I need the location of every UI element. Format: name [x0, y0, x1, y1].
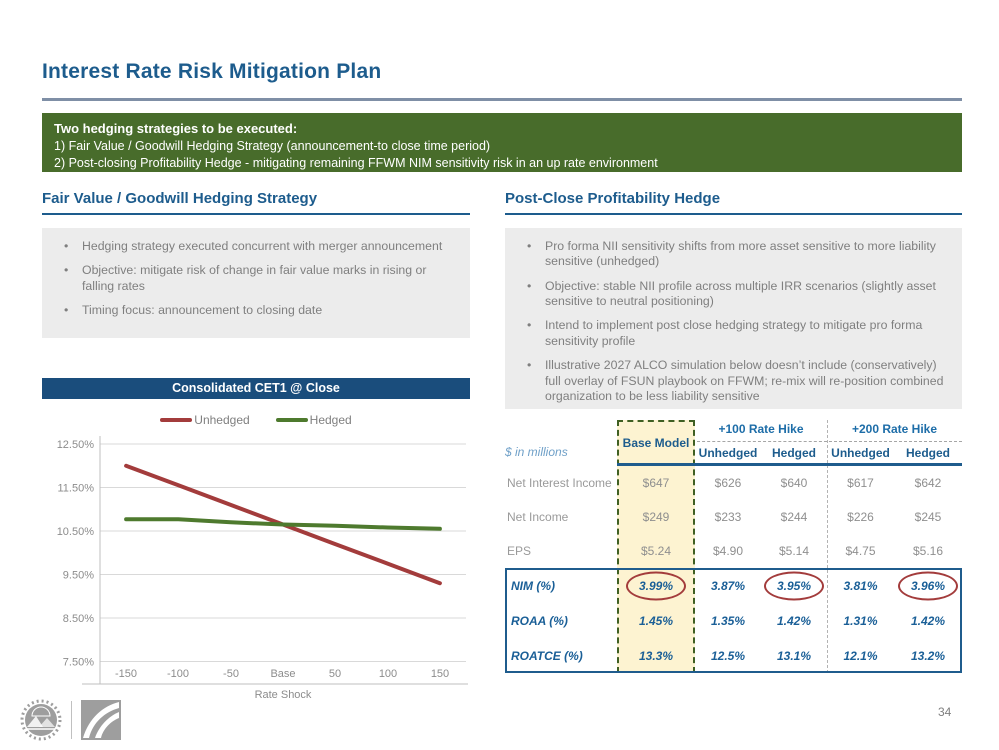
table-row: ROATCE (%) 13.3% 12.5% 13.1% 12.1% 13.2%	[511, 648, 946, 663]
svg-text:-150: -150	[114, 668, 138, 680]
table-row: NIM (%) 3.99% 3.87% 3.95% 3.81% 3.96%	[505, 568, 962, 603]
table-row: ROAA (%) 1.45% 1.35% 1.42% 1.31% 1.42%	[511, 613, 946, 628]
bullet-item: • Pro forma NII sensitivity shifts from more asset sensitive to more liability sensitive (unhedged)	[515, 239, 948, 270]
subheader-unhedged-100: Unhedged	[698, 446, 758, 460]
chart-title-bar: Consolidated CET1 @ Close	[42, 378, 470, 399]
svg-text:Base: Base	[270, 668, 296, 680]
subheader-unhedged-200: Unhedged	[831, 446, 890, 460]
right-bullet-list	[515, 239, 948, 404]
bullet-item: • Illustrative 2027 ALCO simulation below doesn’t include (conservatively) full overlay of FSUN playbook on FFWM; re-mix will re-position combined organization to be less liability sensitive	[515, 358, 948, 404]
legend-item-hedged	[276, 413, 352, 427]
svg-text:50: 50	[328, 668, 342, 680]
legend-label: Hedged	[309, 413, 352, 427]
svg-text:-50: -50	[223, 668, 239, 680]
svg-text:10.50%: 10.50%	[56, 526, 94, 538]
svg-text:100: 100	[378, 668, 398, 680]
page-title: Interest Rate Risk Mitigation Plan	[42, 60, 382, 83]
left-bullet-list	[52, 239, 456, 318]
svg-text:150: 150	[430, 668, 450, 680]
hedged-line-swatch	[276, 418, 308, 422]
group-underline-dashed	[829, 441, 962, 442]
right-bullet-box	[505, 228, 962, 409]
right-section-title: Post-Close Profitability Hedge	[505, 190, 962, 215]
x-axis-label: Rate Shock	[254, 689, 312, 701]
svg-text:8.50%: 8.50%	[62, 613, 94, 625]
table-row: Net Income $249 $233 $244 $226 $245	[507, 510, 942, 524]
x-axis-ticks	[115, 668, 449, 680]
sun-seal-logo	[20, 699, 62, 741]
strategy-banner	[42, 113, 962, 172]
page-number: 34	[938, 705, 952, 719]
svg-text:11.50%: 11.50%	[57, 482, 94, 495]
svg-text:12.50%: 12.50%	[56, 439, 94, 451]
group-header-200: +200 Rate Hike	[851, 422, 938, 436]
legend-label: Unhedged	[194, 413, 250, 427]
footer-logos	[20, 699, 121, 741]
chart-series-lines	[126, 466, 440, 583]
y-axis-ticks	[57, 439, 95, 669]
subheader-hedged-100: Hedged	[771, 446, 816, 460]
bullet-item: • Objective: mitigate risk of change in fair value marks in rising or falling rates	[52, 263, 456, 294]
subheader-hedged-200: Hedged	[905, 446, 950, 460]
table-row: EPS $5.24 $4.90 $5.14 $4.75 $5.16	[507, 544, 944, 558]
swoosh-square-logo	[81, 700, 121, 740]
units-label: $ in millions	[505, 445, 568, 459]
chart-legend	[42, 413, 470, 427]
unhedged-line-swatch	[160, 418, 192, 422]
table-row: Net Interest Income $647 $626 $640 $617 $642	[507, 476, 942, 490]
legend-item-unhedged	[160, 413, 249, 427]
title-divider	[42, 98, 962, 101]
left-section-title: Fair Value / Goodwill Hedging Strategy	[42, 190, 470, 215]
svg-text:9.50%: 9.50%	[62, 569, 94, 582]
base-model-header: Base Model	[622, 436, 690, 450]
bullet-item: • Hedging strategy executed concurrent with merger announcement	[52, 239, 456, 254]
sensitivity-table	[505, 420, 962, 673]
banner-heading: Two hedging strategies to be executed:	[54, 121, 298, 136]
banner-line: 2) Post-closing Profitability Hedge - mitigating remaining FFWM NIM sensitivity risk in an up rate environment	[54, 155, 658, 170]
bullet-item: • Objective: stable NII profile across multiple IRR scenarios (slightly asset sensitive to neutral positioning)	[515, 279, 948, 310]
logo-divider	[71, 701, 72, 739]
cet1-line-chart	[42, 434, 470, 706]
table-header	[505, 420, 962, 466]
svg-text:-100: -100	[166, 668, 190, 680]
banner-line: 1) Fair Value / Goodwill Hedging Strategy (announcement-to close time period)	[54, 138, 491, 153]
svg-text:7.50%: 7.50%	[62, 656, 94, 669]
group-underline-dashed	[697, 441, 827, 442]
group-header-100: +100 Rate Hike	[718, 422, 804, 436]
bullet-item: • Intend to implement post close hedging strategy to mitigate pro forma sensitivity profile	[515, 318, 948, 349]
left-bullet-box	[42, 228, 470, 338]
bullet-item: • Timing focus: announcement to closing date	[52, 303, 456, 318]
